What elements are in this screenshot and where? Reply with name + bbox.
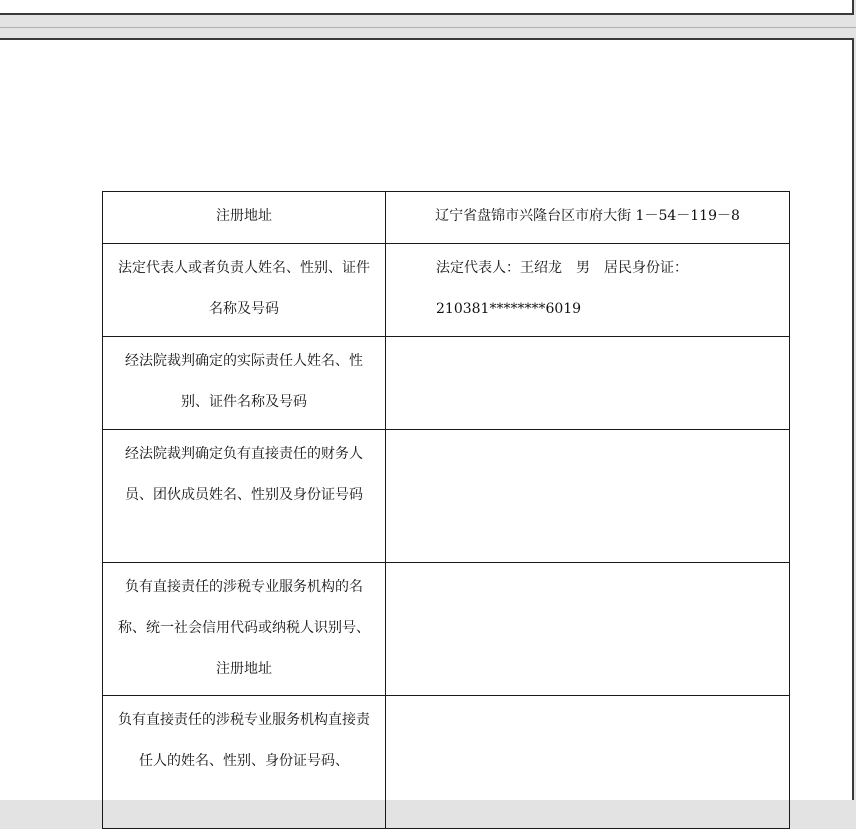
document-page: [0, 38, 854, 800]
tax-agency-responsible-person-label: 负有直接责任的涉税专业服务机构直接责任人的姓名、性别、身份证号码、: [103, 696, 386, 829]
actual-responsible-person-value: [386, 337, 790, 430]
page-gap-divider: [0, 27, 856, 28]
legal-representative-label: 法定代表人或者负责人姓名、性别、证件名称及号码: [103, 244, 386, 337]
legal-representative-value: 法定代表人：王绍龙 男 居民身份证：210381********6019: [386, 244, 790, 337]
actual-responsible-person-label: 经法院裁判确定的实际责任人姓名、性别、证件名称及号码: [103, 337, 386, 430]
previous-page-edge: [0, 0, 854, 15]
tax-violation-info-table: [102, 191, 790, 829]
table-row: [103, 563, 790, 696]
registered-address-label: 注册地址: [103, 192, 386, 244]
registered-address-value: 辽宁省盘锦市兴隆台区市府大街 1－54－119－8: [386, 192, 790, 244]
table-row: [103, 192, 790, 244]
financial-staff-label: 经法院裁判确定负有直接责任的财务人员、团伙成员姓名、性别及身份证号码: [103, 430, 386, 563]
table-row: [103, 430, 790, 563]
tax-agency-responsible-person-value: [386, 696, 790, 829]
tax-agency-value: [386, 563, 790, 696]
table-row: [103, 244, 790, 337]
table-row: [103, 337, 790, 430]
financial-staff-value: [386, 430, 790, 563]
tax-agency-label: 负有直接责任的涉税专业服务机构的名称、统一社会信用代码或纳税人识别号、注册地址: [103, 563, 386, 696]
table-row: [103, 696, 790, 829]
